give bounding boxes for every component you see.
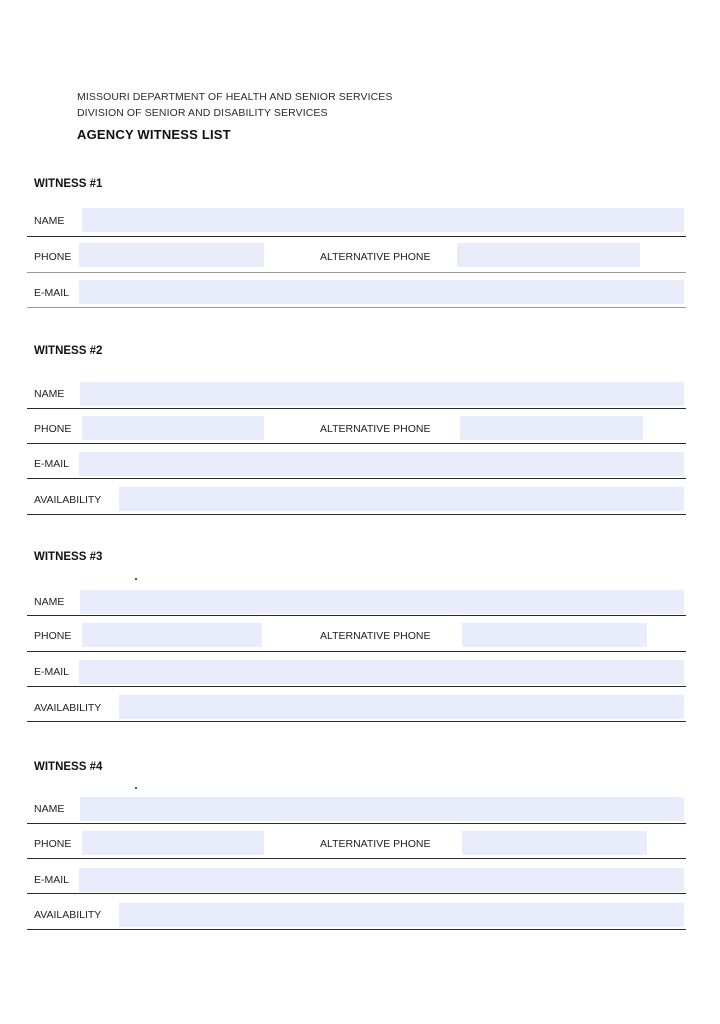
witness-4-name-row (27, 788, 686, 824)
witness-4-availability-field[interactable] (119, 903, 684, 927)
witness-1-name-row (27, 201, 686, 237)
witness-3-email-row (27, 651, 686, 687)
availability-label: AVAILABILITY (34, 702, 102, 714)
witness-3-alt-phone-field[interactable] (462, 623, 647, 647)
witness-1-alt-phone-field[interactable] (457, 243, 640, 267)
alt-phone-label: ALTERNATIVE PHONE (320, 838, 431, 850)
division-name: DIVISION OF SENIOR AND DISABILITY SERVICES (77, 107, 328, 119)
witness-4-email-row (27, 858, 686, 894)
alt-phone-label: ALTERNATIVE PHONE (320, 423, 431, 435)
witness-2-availability-field[interactable] (119, 487, 684, 511)
witness-3-availability-row (27, 686, 686, 722)
witness-4-phone-row (27, 823, 686, 859)
witness-1-email-row (27, 272, 686, 308)
form-title: AGENCY WITNESS LIST (77, 127, 231, 142)
witness-2-availability-row (27, 479, 686, 515)
name-label: NAME (34, 388, 65, 400)
availability-label: AVAILABILITY (34, 909, 102, 921)
witness-2-name-field[interactable] (80, 382, 684, 406)
witness-1-email-field[interactable] (79, 280, 684, 304)
witness-3-heading: WITNESS #3 (34, 551, 103, 563)
email-label: E-MAIL (34, 666, 70, 678)
phone-label: PHONE (34, 251, 72, 263)
witness-4-alt-phone-field[interactable] (462, 831, 647, 855)
form-header (77, 89, 393, 142)
name-label: NAME (34, 803, 65, 815)
email-label: E-MAIL (34, 874, 70, 886)
witness-1-name-field[interactable] (82, 208, 684, 232)
witness-3-availability-field[interactable] (119, 695, 684, 719)
agency-name: MISSOURI DEPARTMENT OF HEALTH AND SENIOR SERVICES (77, 91, 393, 103)
witness-3-email-field[interactable] (79, 660, 684, 684)
email-label: E-MAIL (34, 287, 70, 299)
witness-1-phone-row (27, 237, 686, 273)
availability-label: AVAILABILITY (34, 494, 102, 506)
witness-2-phone-row (27, 408, 686, 444)
alt-phone-label: ALTERNATIVE PHONE (320, 630, 431, 642)
phone-label: PHONE (34, 838, 72, 850)
email-label: E-MAIL (34, 458, 70, 470)
witness-2-email-row (27, 443, 686, 479)
witness-2-email-field[interactable] (79, 452, 684, 476)
witness-2-name-row (27, 373, 686, 409)
witness-2-alt-phone-field[interactable] (460, 416, 643, 440)
witness-4-heading: WITNESS #4 (34, 761, 103, 773)
witness-3-name-row (27, 580, 686, 616)
witness-4-name-field[interactable] (80, 797, 684, 821)
alt-phone-label: ALTERNATIVE PHONE (320, 251, 431, 263)
witness-3-phone-row (27, 616, 686, 652)
witness-1-phone-field[interactable] (79, 243, 264, 267)
witness-2-phone-field[interactable] (82, 416, 264, 440)
witness-3-phone-field[interactable] (82, 623, 262, 647)
name-label: NAME (34, 215, 65, 227)
phone-label: PHONE (34, 423, 72, 435)
witness-2-heading: WITNESS #2 (34, 345, 103, 357)
witness-4-phone-field[interactable] (82, 831, 264, 855)
witness-1-heading: WITNESS #1 (34, 178, 103, 190)
witness-3-name-field[interactable] (80, 590, 684, 614)
phone-label: PHONE (34, 630, 72, 642)
witness-4-availability-row (27, 894, 686, 930)
witness-4-email-field[interactable] (79, 868, 684, 892)
name-label: NAME (34, 596, 65, 608)
